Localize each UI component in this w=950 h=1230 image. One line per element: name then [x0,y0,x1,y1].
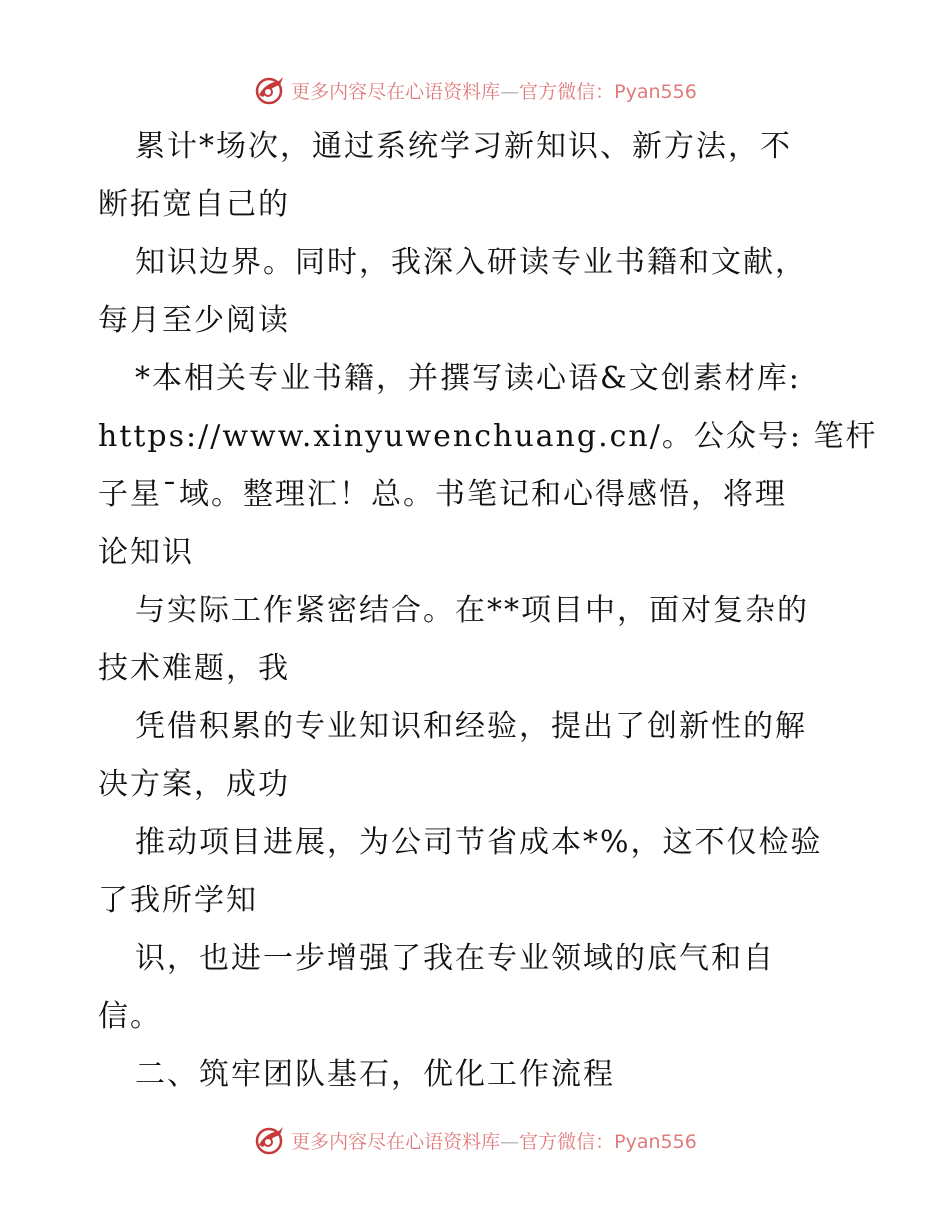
footer-banner [0,1120,950,1160]
section-heading: 二、筑牢团队基石，优化工作流程 [135,1057,615,1092]
body-line: 子星¯域。整理汇！总。书笔记和心得感悟，将理 [98,477,787,512]
pen-logo-icon [253,73,287,107]
body-line: 累计*场次，通过系统学习新知识、新方法，不 [135,129,792,164]
body-line: *本相关专业书籍，并撰写读心语&文创素材库: [135,361,801,396]
body-line: 推动项目进展，为公司节省成本*%，这不仅检验 [135,825,823,860]
body-line: 与实际工作紧密结合。在**项目中，面对复杂的 [135,593,809,628]
document-body [98,118,878,1104]
body-line: 技术难题，我 [98,651,290,686]
footer-banner-text: 更多内容尽在心语资料库—官方微信：Pyan556 [291,1130,697,1153]
header-banner-text: 更多内容尽在心语资料库—官方微信：Pyan556 [291,80,697,103]
body-line: 论知识 [98,535,194,570]
body-line: 凭借积累的专业知识和经验，提出了创新性的解 [135,709,807,744]
body-line: 每月至少阅读 [98,303,290,338]
body-line: 了我所学知 [98,883,258,918]
body-line: 知识边界。同时，我深入研读专业书籍和文献， [135,245,807,280]
body-line: 断拓宽自己的 [98,187,290,222]
body-line: 决方案，成功 [98,767,290,802]
body-line: 识，也进一步增强了我在专业领域的底气和自 [135,941,775,976]
pen-logo-icon [253,1123,287,1157]
body-line: https://www.xinyuwenchuang.cn/。公众号: 笔杆 [98,419,878,454]
body-line: 信。 [98,999,162,1034]
header-banner [0,70,950,110]
